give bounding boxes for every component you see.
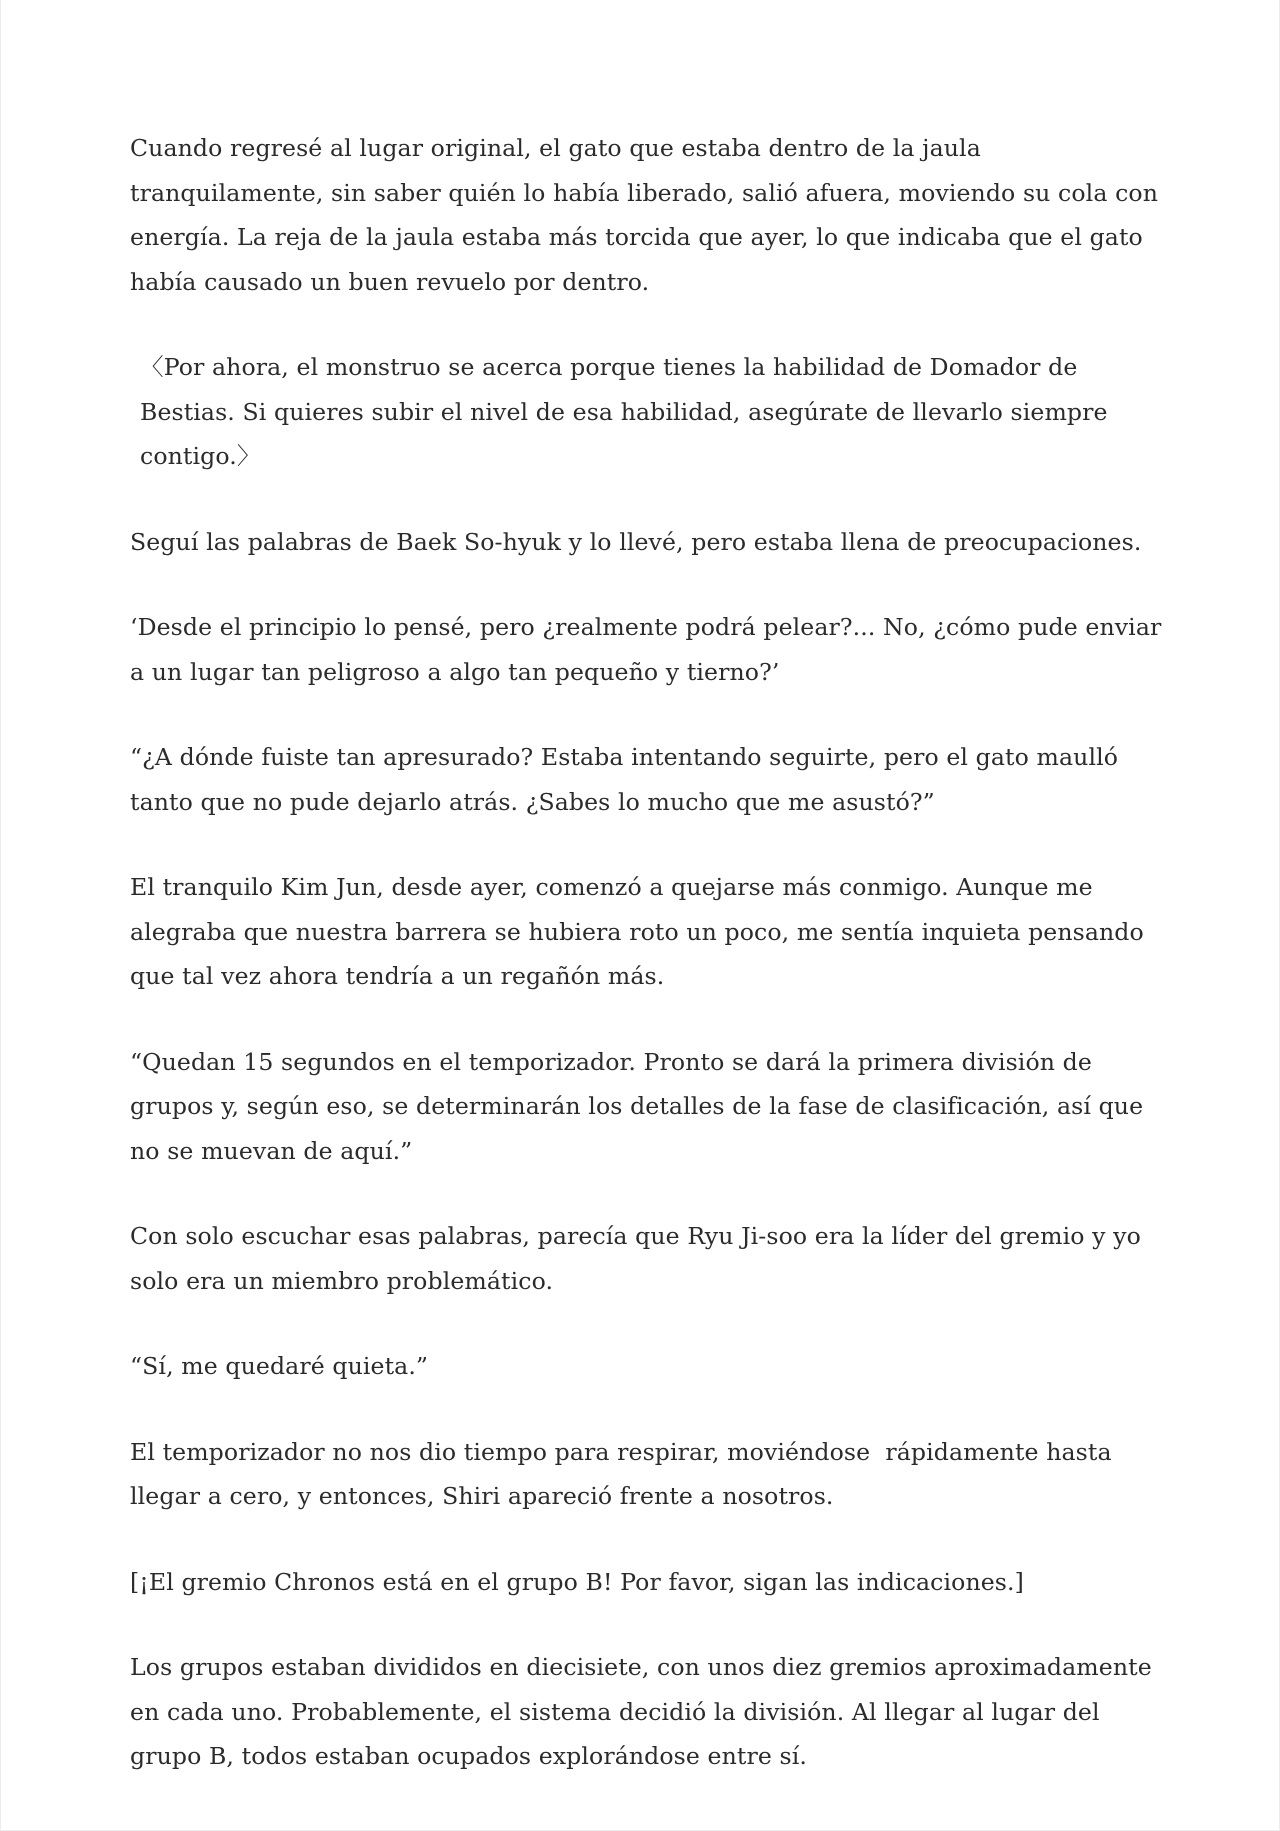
paragraph-narration: Cuando regresé al lugar original, el gato que estaba dentro de la jaula tranquilamente, sin saber quién lo había liberado, salió afuera, moviendo su cola con energía. La reja de la jaula estaba más torcida que ayer, lo que indicaba que el gato había causado un buen revuelo por dentro. — [130, 134, 1166, 296]
paragraph-narration: Seguí las palabras de Baek So-hyuk y lo llevé, pero estaba llena de preocupaciones. — [130, 527, 1142, 556]
paragraph-dialogue: “Quedan 15 segundos en el temporizador. Pronto se dará la primera división de grupos y, según eso, se determinarán los detalles de la fase de clasificación, así que no se muevan de aquí.” — [130, 1047, 1151, 1165]
paragraph-narration: El temporizador no nos dio tiempo para respirar, moviéndose rápidamente hasta llegar a cero, y entonces, Shiri apareció frente a nosotros. — [130, 1437, 1120, 1510]
story-text — [130, 126, 1169, 1820]
paragraph-announcement: [¡El gremio Chronos está en el grupo B! Por favor, sigan las indicaciones.] — [130, 1567, 1024, 1596]
paragraph-thought: ‘Desde el principio lo pensé, pero ¿realmente podrá pelear?... No, ¿cómo pude enviar a un lugar tan peligroso a algo tan pequeño y tierno?’ — [130, 613, 1169, 686]
paragraph-dialogue: “¿A dónde fuiste tan apresurado? Estaba intentando seguirte, pero el gato maulló tanto que no pude dejarlo atrás. ¿Sabes lo mucho que me asustó?” — [130, 743, 1126, 816]
paragraph-dialogue: “Sí, me quedaré quieta.” — [130, 1352, 429, 1380]
paragraph-narration: Con solo escuchar esas palabras, parecía que Ryu Ji-soo era la líder del gremio y yo solo era un miembro problemático. — [130, 1222, 1149, 1295]
paragraph-narration: Los grupos estaban divididos en diecisiete, con unos diez gremios aproximadamente en cada uno. Probablemente, el sistema decidió la división. Al llegar al lugar del grupo B, todos estaban ocupados explorándose entre sí. — [130, 1653, 1160, 1770]
paragraph-narration: El tranquilo Kim Jun, desde ayer, comenzó a quejarse más conmigo. Aunque me alegraba que nuestra barrera se hubiera roto un poco, me sentía inquieta pensando que tal vez ahora tendría a un regañón más. — [130, 873, 1152, 990]
paragraph-system-message: 〈Por ahora, el monstruo se acerca porque tienes la habilidad de Domador de Bestias. Si quieres subir el nivel de esa habilidad, asegúrate de llevarlo siempre contigo.〉 — [140, 353, 1116, 470]
